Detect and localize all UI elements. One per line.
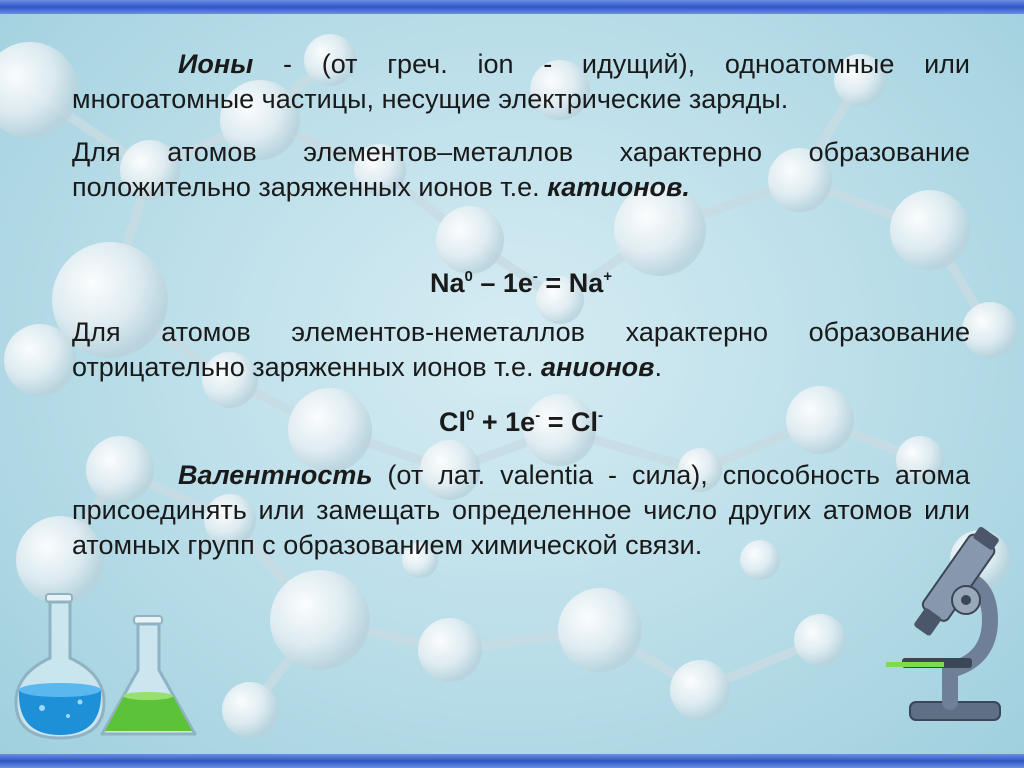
anions-text: Для атомов элементов-неметаллов характерно образование отрицательно заряженных ионов т.е.: [72, 317, 970, 382]
eq-na-middle-sup: -: [532, 268, 538, 285]
eq-na-right: = Na: [537, 268, 604, 298]
equation-chlorine: [72, 405, 970, 440]
valence-definition: (от лат. valentia - сила), способность атома присоединять или замещать определенное число других атомов или атомных групп с образованием химической связи.: [72, 460, 970, 560]
term-valence: Валентность: [178, 460, 373, 490]
paragraph-anions: [72, 315, 970, 385]
equation-sodium: [72, 266, 970, 301]
eq-cl-left-sup: 0: [466, 407, 475, 424]
eq-cl-left: Cl: [439, 407, 467, 437]
paragraph-ions: [72, 47, 970, 117]
term-anions: анионов: [541, 352, 655, 382]
eq-cl-middle-sup: -: [535, 407, 541, 424]
eq-na-left-sup: 0: [464, 268, 473, 285]
paragraph-cations: [72, 135, 970, 205]
ions-definition: - (от греч. ion - идущий), одноатомные или многоатомные частицы, несущие электрические заряды.: [72, 49, 970, 114]
top-frame-bar: [0, 0, 1024, 14]
eq-cl-middle: + 1e: [474, 407, 536, 437]
term-ions: Ионы: [178, 49, 254, 79]
microscope-icon: [880, 520, 1020, 730]
eq-na-middle: – 1e: [472, 268, 533, 298]
eq-na-right-sup: +: [603, 268, 612, 285]
eq-cl-right: = Cl: [540, 407, 598, 437]
eq-cl-right-sup: -: [597, 407, 603, 424]
paragraph-valence: [72, 458, 970, 563]
cations-text: Для атомов элементов–металлов характерно образование положительно заряженных ионов т.е.: [72, 137, 970, 202]
bottom-frame-bar: [0, 754, 1024, 768]
green-conical-flask-icon: [96, 612, 201, 742]
term-cations: катионов.: [547, 172, 690, 202]
anions-end: .: [654, 352, 662, 382]
blue-round-flask-icon: [10, 590, 110, 745]
eq-na-left: Na: [430, 268, 465, 298]
